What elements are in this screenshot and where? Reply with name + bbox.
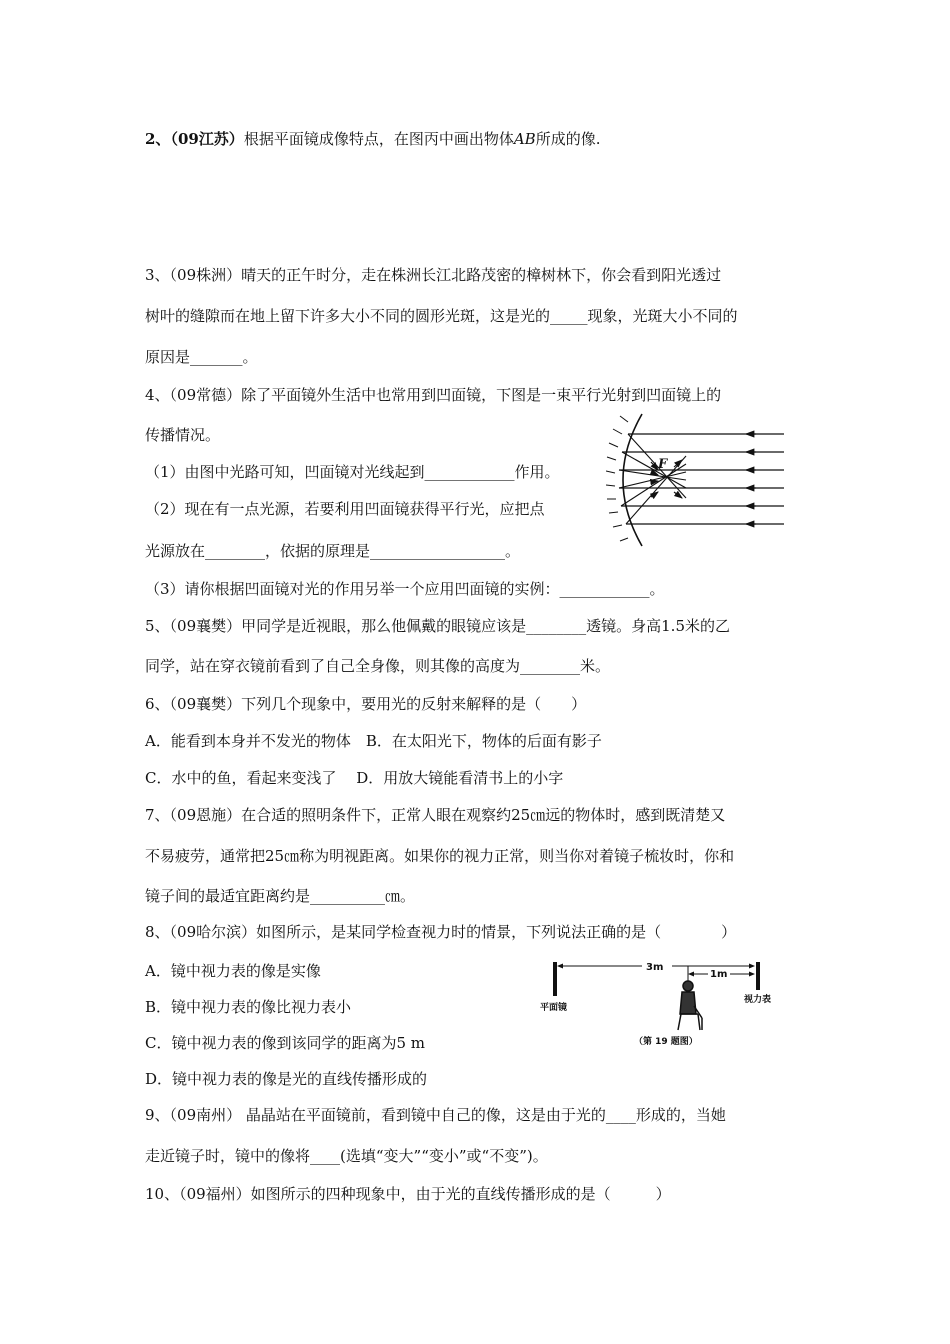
figure-caption: （第 19 题图） — [634, 1037, 698, 1047]
q2-source: （09江苏） — [170, 130, 244, 148]
q2-text-a: 根据平面镜成像特点，在图丙中画出物体 — [243, 130, 514, 148]
mirror-hatching — [606, 416, 628, 541]
q5-line-1: 5、（09襄樊）甲同学是近视眼，那么他佩戴的眼镜应该是________透镜。身高1.5米的乙 — [145, 617, 730, 635]
mirror-caption: 平面镜 — [540, 1003, 568, 1013]
label-1m: 1m — [710, 969, 728, 980]
q8-option-b: B．镜中视力表的像比视力表小 — [145, 998, 352, 1016]
q4-line-2: 传播情况。 — [145, 426, 221, 444]
q3-line-1: 3、（09株洲）晴天的正午时分，走在株洲长江北路茂密的樟树林下，你会看到阳光透过 — [145, 266, 722, 284]
eye-test-figure — [538, 956, 778, 1052]
reflected-rays — [619, 434, 686, 524]
q8-option-c: C．镜中视力表的像到该同学的距离为5 m — [145, 1034, 426, 1052]
q4-line-5: 光源放在________，依据的原理是__________________。 — [145, 542, 521, 560]
q7-line-1: 7、（09恩施）在合适的照明条件下，正常人眼在观察约25㎝远的物体时，感到既清楚又 — [145, 806, 726, 824]
q4-line-6: （3）请你根据凹面镜对光的作用另举一个应用凹面镜的实例：____________。 — [145, 580, 665, 598]
label-3m: 3m — [646, 962, 664, 973]
q4-line-3: （1）由图中光路可知，凹面镜对光线起到____________作用。 — [145, 463, 560, 481]
q9-line-1: 9、（09南州） 晶晶站在平面镜前，看到镜中自己的像，这是由于光的____形成的，当她 — [145, 1106, 726, 1124]
concave-mirror-figure — [606, 412, 788, 548]
q2-text-b: 所成的像. — [535, 130, 601, 148]
chart-caption: 视力表 — [744, 995, 772, 1005]
student-icon — [678, 981, 702, 1030]
q6-line-1: 6、（09襄樊）下列几个现象中，要用光的反射来解释的是（ ） — [145, 695, 587, 713]
q8-option-a: A．镜中视力表的像是实像 — [145, 962, 321, 980]
q5-line-2: 同学，站在穿衣镜前看到了自己全身像，则其像的高度为________米。 — [145, 657, 611, 675]
eye-chart — [756, 962, 760, 990]
q4-line-4: （2）现在有一点光源，若要利用凹面镜获得平行光，应把点 — [145, 500, 545, 518]
incoming-rays — [619, 434, 784, 524]
q4-line-1: 4、（09常德）除了平面镜外生活中也常用到凹面镜，下图是一束平行光射到凹面镜上的 — [145, 386, 722, 404]
focus-label: F — [658, 457, 668, 472]
q2-line — [145, 128, 600, 149]
q3-line-3: 原因是_______。 — [145, 348, 258, 366]
q6-option-cd: C．水中的鱼，看起来变浅了 D．用放大镜能看清书上的小字 — [145, 769, 564, 787]
q10-line-1: 10、（09福州）如图所示的四种现象中，由于光的直线传播形成的是（ ） — [145, 1185, 671, 1203]
q2-ab: AB — [513, 130, 536, 148]
q9-line-2: 走近镜子时，镜中的像将____(选填“变大”“变小”或“不变”)。 — [145, 1147, 548, 1165]
q7-line-2: 不易疲劳，通常把25㎝称为明视距离。如果你的视力正常，则当你对着镜子梳妆时，你和 — [145, 847, 735, 865]
q2-number: 2、 — [145, 130, 171, 148]
q7-line-3: 镜子间的最适宜距离约是__________㎝。 — [145, 887, 416, 905]
q3-line-2: 树叶的缝隙而在地上留下许多大小不同的圆形光斑，这是光的_____现象，光斑大小不同的 — [145, 307, 738, 325]
q6-option-ab: A．能看到本身并不发光的物体 B．在太阳光下，物体的后面有影子 — [145, 732, 602, 750]
q8-line-1: 8、（09哈尔滨）如图所示，是某同学检查视力时的情景，下列说法正确的是（ ） — [145, 923, 737, 941]
q8-option-d: D．镜中视力表的像是光的直线传播形成的 — [145, 1070, 428, 1088]
plane-mirror — [553, 962, 557, 996]
